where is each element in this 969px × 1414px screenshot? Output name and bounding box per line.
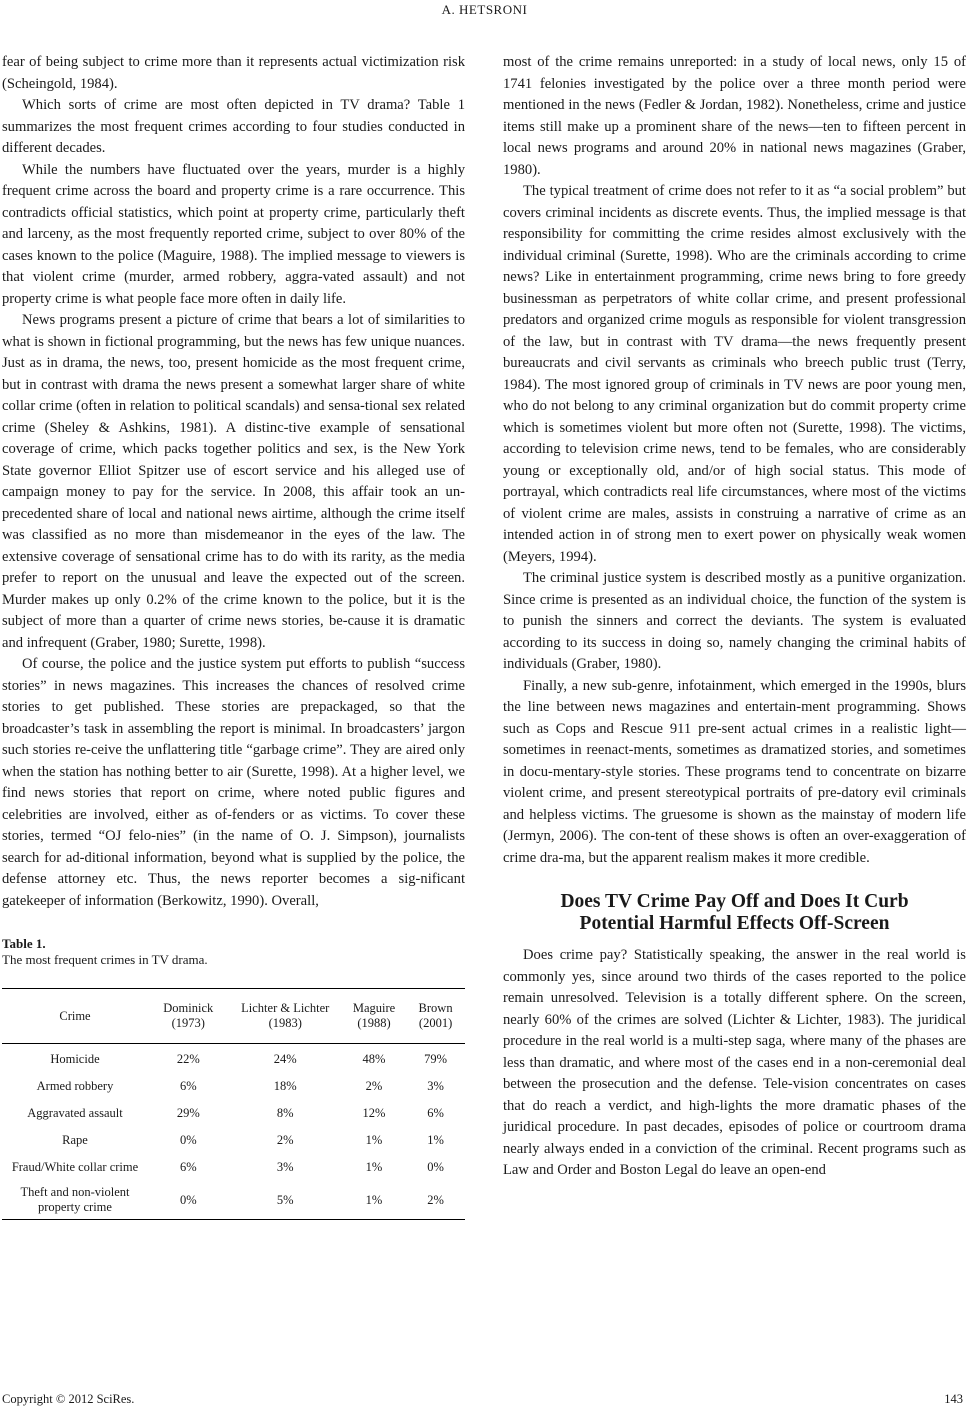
column-header: Dominick (1973) bbox=[148, 989, 229, 1044]
table-cell: 48% bbox=[362, 1052, 386, 1066]
paragraph: News programs present a picture of crime that bears a lot of similarities to what is shown in fictional programming, but the news has few unique nuances. Just as in drama, the news, too, present homicide as the most frequent crime, but in contrast with drama the news present a somewhat larger share of white collar crime (often in relation to political scandals) and sensa-tional sex related crime (Sheley & Ashkins, 1981). A distinc-tive example of sensational coverage of crime, which packs together politics and sex, is the New York State governor Elliot Spitzer use of escort service and his alleged use of campaign money to pay for the service. In 2008, this affair took an un-precedented share of local and national news airtime, although the crime itself was classified as no more than misdemeanor in the eyes of the law. The extensive coverage of sensational crime has to do with its rarity, as the media prefer to report on the unusual and leave the expected out of the screen. Murder makes up only 0.2% of the crime known to the police, but it is the subject of more than a quarter of crime news stories, be-cause it is dramatic and infrequent (Graber, 1980; Surette, 1998). bbox=[2, 312, 465, 651]
table-row bbox=[2, 1154, 465, 1181]
table-cell: 3% bbox=[276, 1160, 294, 1174]
table-cell: 1% bbox=[365, 1160, 383, 1174]
paragraph: While the numbers have fluctuated over the years, murder is a highly frequent crime across the board and property crime is a rare occurrence. This contradicts official statistics, which point at property crime, particularly theft and larceny, as the most frequently reported crime, subject to over 80% of the cases known to the police (Maguire, 1988). The implied message to viewers is that violent crime (murder, armed robbery, aggra-vated assault) and not property crime is what people face more often in daily life. bbox=[2, 161, 465, 307]
table-cell: Homicide bbox=[50, 1052, 100, 1066]
paragraph: most of the crime remains unreported: in a study of local news, only 15 of 1741 felonies investigated by the police over a three month period were mentioned in the news (Fedler & Jordan, 1982). Nonetheless, crime and justice items still make up a prominent share of the news—ten to fifteen percent in local news programs and around 20% in national news magazines (Graber, 1980). bbox=[503, 54, 966, 178]
table-cell: 6% bbox=[179, 1160, 197, 1174]
table-cell: 22% bbox=[176, 1052, 200, 1066]
paragraph: Does crime pay? Statistically speaking, the answer in the real world is commonly yes, since around two thirds of the cases reported to the police remain unresolved. Television is a totally different sphere. On the screen, nearly 60% of the crimes are solved (Lichter & Lichter, 1983). The juridical procedure in the real world is a multi-step saga, where many of the phases are less than dramatic, and where most of the cases end in a non-ceremonial deal between the prosecution and the defense. Tele-vision concentrates on cases that do reach a verdict, and high-lights the more dramatic phases of the juridical procedure. In past decades, episodes of police or courtroom drama nearly always ended in a conviction of the criminal. Recent programs such as Law and Order and Boston Legal do leave an open-end bbox=[503, 947, 966, 1178]
table-row bbox=[2, 1127, 465, 1154]
paragraph: fear of being subject to crime more than it represents actual victimization risk (Scheingold, 1984). bbox=[2, 54, 465, 92]
table-row bbox=[2, 1181, 465, 1220]
section-heading bbox=[503, 891, 966, 935]
table-cell: 1% bbox=[427, 1133, 444, 1147]
column-header: Maguire (1988) bbox=[342, 989, 406, 1044]
right-column bbox=[503, 52, 966, 1182]
table-cell: 1% bbox=[365, 1192, 383, 1207]
table-header-row bbox=[2, 989, 465, 1044]
table-cell: 3% bbox=[427, 1079, 444, 1093]
table-cell: 0% bbox=[427, 1160, 444, 1174]
table-cell: 0% bbox=[179, 1192, 197, 1207]
table-cell: 79% bbox=[424, 1052, 448, 1066]
paragraph: Which sorts of crime are most often depicted in TV drama? Table 1 summarizes the most frequent crimes according to four studies conducted in different decades. bbox=[2, 97, 465, 156]
table-row bbox=[2, 1100, 465, 1127]
table-cell: 6% bbox=[427, 1106, 444, 1120]
table-cell: 5% bbox=[276, 1192, 294, 1207]
column-header: Crime bbox=[2, 989, 148, 1044]
table-cell: 2% bbox=[427, 1192, 444, 1207]
paragraph: Of course, the police and the justice system put efforts to publish “success stories” in news magazines. This increases the chances of resolved crime stories to get published. These stories are prepackaged, so that the broadcaster’s task in assembling the report is minimal. In broadcasters’ jargon such stories re-ceive the unflattering title “garbage crime”. They are aired only when the station has nothing better to air (Surette, 1998). At a higher level, we find news stories that report on crime, where noted public figures and celebrities are involved, either as of-fenders or as victims. To cover these stories, termed “OJ felo-nies” (in the name of O. J. Simpson), journalists search for ad-ditional information, beyond what is supplied by the police, the defense attorney etc. Thus, the news reporter becomes a sig-nificant gatekeeper of information (Berkowitz, 1990). Overall, bbox=[2, 656, 465, 909]
table-cell: Fraud/White collar crime bbox=[11, 1160, 139, 1174]
copyright-notice: Copyright © 2012 SciRes. bbox=[2, 1392, 135, 1406]
table-cell: Rape bbox=[62, 1133, 88, 1147]
table-cell: 1% bbox=[365, 1133, 383, 1147]
paragraph: Finally, a new sub-genre, infotainment, which emerged in the 1990s, blurs the line between news magazines and entertain-ment programming. Shows such as Cops and Rescue 911 pre-sent actual crimes in a realistic light—sometimes in reenact-ments, sometimes as dramatized stories, and sometimes in docu-mentary-style stories. These programs tend to concentrate on bizarre violent crime, and present stereotypical portraits of pre-datory evil criminals and helpless victims. The gruesome is shown as the mainstay of modern life (Jermyn, 2006). The con-tent of these shows is often an over-exaggeration of crime dra-ma, but the apparent realism makes it more credible. bbox=[503, 677, 966, 866]
table-caption: The most frequent crimes in TV drama. bbox=[2, 952, 208, 967]
running-head: A. HETSRONI bbox=[441, 2, 528, 17]
paragraph: The criminal justice system is described mostly as a punitive organization. Since crime is presented as an individual choice, the function of the system is to punish the sinners and correct the deviants. The system is evaluated according to its success in doing so, namely changing the criminal habits of individuals (Graber, 1980). bbox=[503, 570, 966, 672]
table-cell: 2% bbox=[365, 1079, 383, 1093]
table-row bbox=[2, 1073, 465, 1100]
section-heading-line: Does TV Crime Pay Off and Does It Curb bbox=[560, 891, 909, 912]
table-cell: 18% bbox=[273, 1079, 297, 1093]
table-cell: 2% bbox=[276, 1133, 294, 1147]
table-cell: Aggravated assault bbox=[27, 1106, 123, 1120]
table-cell: 6% bbox=[179, 1079, 197, 1093]
table-cell: 29% bbox=[176, 1106, 200, 1120]
table-row bbox=[2, 1044, 465, 1074]
table-cell: 0% bbox=[179, 1133, 197, 1147]
left-column bbox=[2, 52, 465, 1220]
table-label: Table 1. bbox=[2, 936, 46, 951]
table-cell: 12% bbox=[362, 1106, 386, 1120]
table-cell: 8% bbox=[276, 1106, 294, 1120]
crimes-table bbox=[2, 988, 465, 1220]
paragraph: The typical treatment of crime does not refer to it as “a social problem” but covers criminal incidents as discrete events. Thus, the implied message is that responsibility for committing the crime resides almost exclusively with the individual criminal (Surette, 1998). Who are the criminals according to crime news? Like in entertainment programming, crime news bring to fore greedy businessman as perpetrators of white collar crime, and present professional predators and organized crime moguls as responsible for violent transgression of the law, but in contrast with TV drama—the news frequently present bureaucrats and civil servants as criminals who breech public trust (Terry, 1984). The most ignored group of criminals in TV news are poor young men, who do not belong to any criminal organization but do commit property crime which is sometimes violent but more often not (Surette, 1998). The victims, according to television crime news, tend to be females, who are considerably young or exceptionally old, and/or of high social status. This mode of portrayal, which contradicts real life circumstances, where most of the victims of violent crime are males, assists in construing a narrative of crime as an intended action in of strong men to exert power on physically weak women (Meyers, 1994). bbox=[503, 183, 966, 565]
column-header: Brown (2001) bbox=[406, 989, 465, 1044]
table-cell: 24% bbox=[273, 1052, 297, 1066]
table-cell: Theft and non-violent property crime bbox=[20, 1185, 130, 1214]
table-cell: Armed robbery bbox=[36, 1079, 114, 1093]
section-heading-line: Potential Harmful Effects Off-Screen bbox=[579, 913, 890, 934]
page-number: 143 bbox=[944, 1392, 963, 1406]
column-header: Lichter & Lichter (1983) bbox=[229, 989, 342, 1044]
